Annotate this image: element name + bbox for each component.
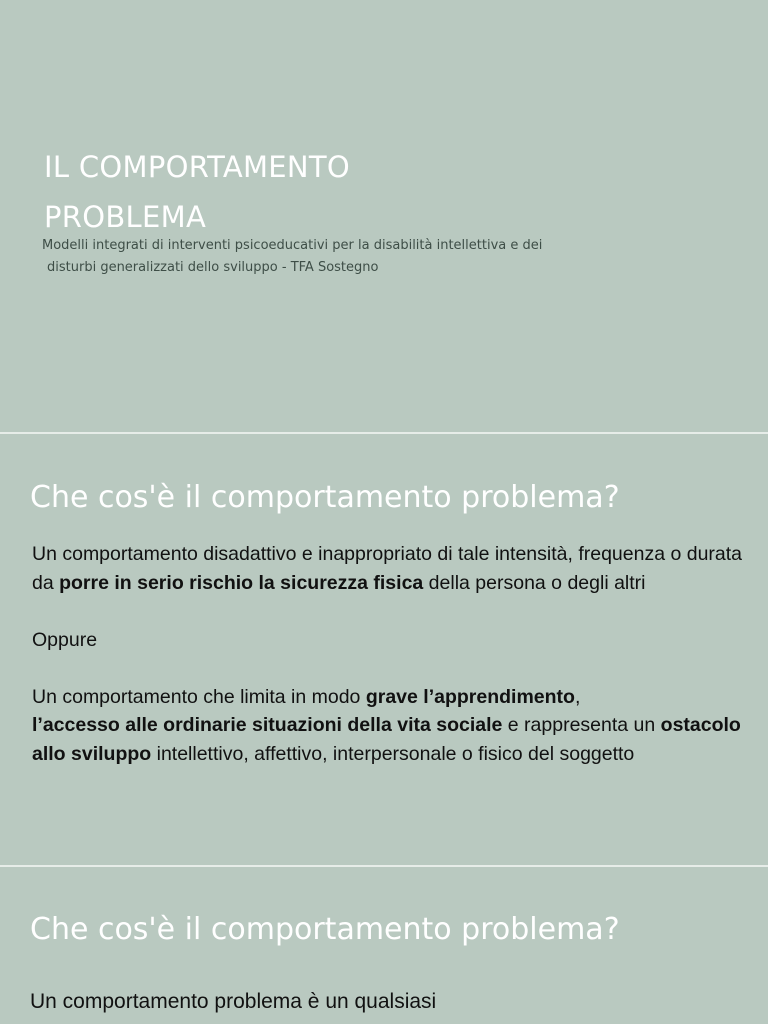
bold-run: ostacolo allo sviluppo	[32, 714, 741, 765]
slide-heading: Che cos'è il comportamento problema?	[30, 480, 620, 515]
subtitle-line-2: disturbi generalizzati dello sviluppo - TFA Sostegno	[47, 260, 379, 275]
title-line-1: IL COMPORTAMENTO	[44, 150, 351, 184]
paragraph-oppure: Oppure	[32, 628, 98, 651]
slide-definition-continued	[0, 867, 768, 1024]
text-run: intellettivo, affettivo, interpersonale o fisico del soggetto	[151, 742, 635, 765]
text-run: Un comportamento disadattivo e inappropriato di tale intensità, frequenza o durata da	[32, 543, 743, 594]
slide-heading: Che cos'è il comportamento problema?	[30, 912, 620, 947]
slide-title	[0, 0, 768, 432]
slide-definition	[0, 434, 768, 865]
bold-run: l’accesso alle ordinarie situazioni della vita sociale	[32, 714, 503, 736]
slide-body: Un comportamento problema è un qualsiasi	[30, 990, 437, 1013]
presentation-subtitle	[42, 235, 602, 279]
bold-run: porre in serio rischio la sicurezza fisica	[59, 571, 424, 594]
subtitle-line-1: Modelli integrati di interventi psicoeducativi per la disabilità intellettiva e dei	[42, 238, 543, 253]
slide-body	[32, 540, 752, 768]
bold-run: grave l’apprendimento	[365, 685, 575, 708]
text-run: e rappresenta un	[502, 714, 661, 736]
text-run: ,	[574, 685, 581, 708]
text-run: della persona o degli altri	[423, 571, 646, 594]
paragraph-definition-2	[32, 683, 752, 769]
paragraph-definition-1	[32, 540, 752, 597]
text-run: Un comportamento che limita in modo	[32, 685, 366, 708]
title-line-2: PROBLEMA	[44, 200, 207, 234]
presentation-title	[44, 142, 464, 242]
